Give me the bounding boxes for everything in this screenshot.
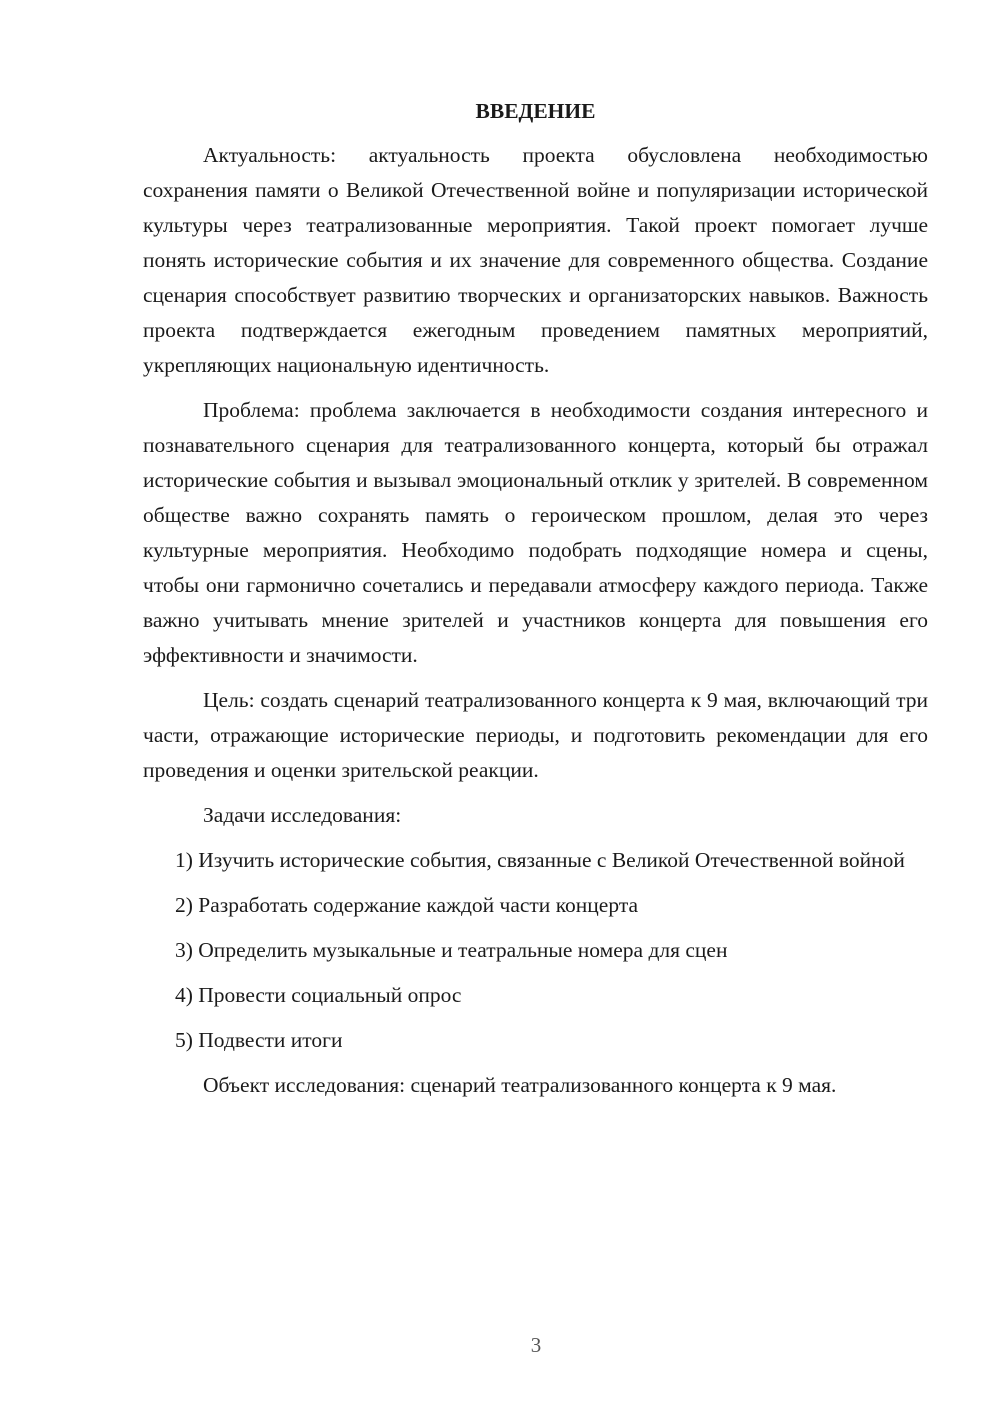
object-paragraph: Объект исследования: сценарий театрализованного концерта к 9 мая.	[203, 1073, 837, 1097]
task-item-1: 1) Изучить исторические события, связанные с Великой Отечественной войной	[175, 848, 905, 872]
task-item-4: 4) Провести социальный опрос	[175, 983, 462, 1007]
page-title: ВВЕДЕНИЕ	[475, 99, 596, 123]
task-item-2: 2) Разработать содержание каждой части концерта	[175, 893, 639, 917]
task-item-3: 3) Определить музыкальные и театральные номера для сцен	[175, 938, 728, 962]
tasks-list	[143, 843, 928, 1058]
page-number: 3	[530, 1333, 542, 1357]
tasks-heading: Задачи исследования:	[203, 803, 402, 827]
goal-paragraph: Цель: создать сценарий театрализованного концерта к 9 мая, включающий три части, отражающие исторические периоды, и подготовить рекомендации для его проведения и оценки зрительской реакции.	[143, 688, 928, 782]
relevance-paragraph: Актуальность: актуальность проекта обусловлена необходимостью сохранения памяти о Великой Отечественной войне и популяризации исторической культуры через театрализованные мероприятия. Такой проект помогает лучше понять исторические события и их значение для современного общества. Создание сценария способствует развитию творческих и организаторских навыков. Важность проекта подтверждается ежегодным проведением памятных мероприятий, укрепляющих национальную идентичность.	[143, 143, 928, 377]
task-item-5: 5) Подвести итоги	[175, 1028, 343, 1052]
page-content	[143, 96, 928, 1103]
problem-paragraph: Проблема: проблема заключается в необходимости создания интересного и познавательного сценария для театрализованного концерта, который бы отражал исторические события и вызывал эмоциональный отклик у зрителей. В современном обществе важно сохранять память о героическом прошлом, делая это через культурные мероприятия. Необходимо подобрать подходящие номера и сцены, чтобы они гармонично сочетались и передавали атмосферу каждого периода. Также важно учитывать мнение зрителей и участников концерта для повышения его эффективности и значимости.	[143, 398, 928, 667]
